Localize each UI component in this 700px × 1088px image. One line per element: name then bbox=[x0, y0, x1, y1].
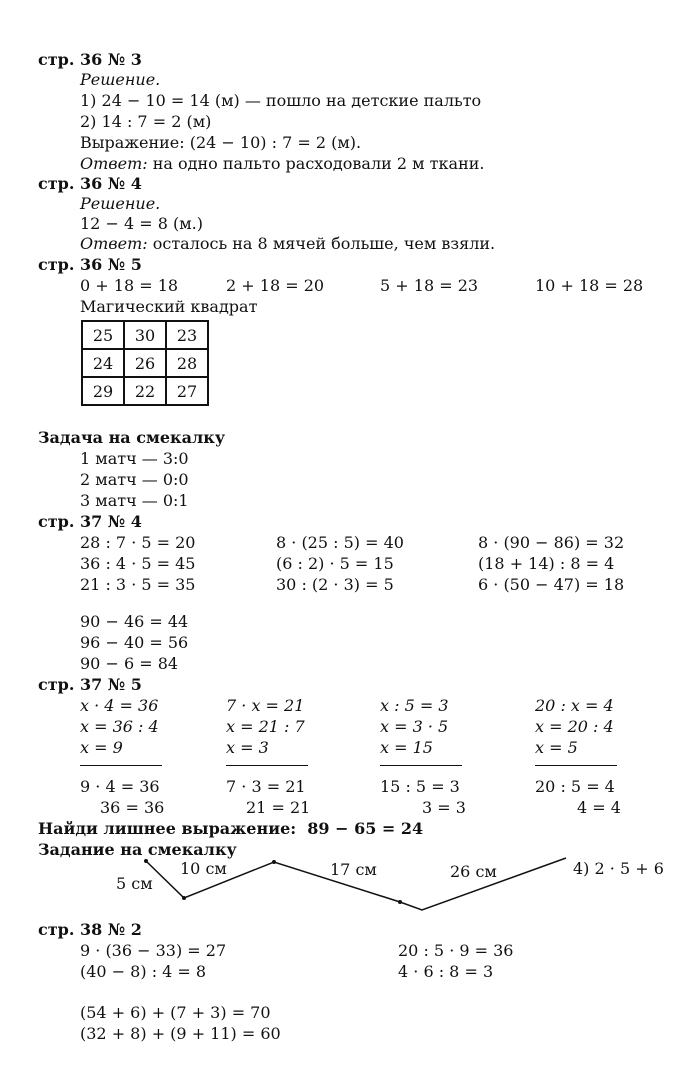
magic-square-cell: 30 bbox=[124, 321, 166, 349]
segment-length-label: 26 см bbox=[450, 862, 497, 881]
odd-expression-label: Найди лишнее выражение: bbox=[38, 819, 297, 838]
odd-expression-line bbox=[38, 819, 423, 839]
solution-line: 12 − 4 = 8 (м.) bbox=[80, 214, 203, 233]
check-line: 21 = 21 bbox=[246, 798, 311, 817]
solution-line: 1) 24 − 10 = 14 (м) — пошло на детские пальто bbox=[80, 91, 482, 110]
magic-square-cell: 25 bbox=[82, 321, 124, 349]
equation: x = 5 bbox=[535, 738, 578, 757]
answer-text: на одно пальто расходовали 2 м ткани. bbox=[147, 154, 485, 173]
equation: x = 15 bbox=[380, 738, 433, 757]
equation: 8 · (25 : 5) = 40 bbox=[276, 533, 404, 552]
check-line: 20 : 5 = 4 bbox=[535, 777, 615, 796]
equation: 20 : x = 4 bbox=[535, 696, 614, 715]
check-line: 3 = 3 bbox=[422, 798, 466, 817]
magic-square-cell: 24 bbox=[82, 349, 124, 377]
equation: (54 + 6) + (7 + 3) = 70 bbox=[80, 1003, 271, 1022]
segment-length-label: 10 см bbox=[180, 859, 227, 878]
equation: 4 · 6 : 8 = 3 bbox=[398, 962, 494, 981]
vertex-point bbox=[398, 900, 402, 904]
equation: 30 : (2 · 3) = 5 bbox=[276, 575, 394, 594]
odd-expression: 89 − 65 = 24 bbox=[307, 819, 424, 838]
magic-square-cell: 28 bbox=[166, 349, 208, 377]
equation: 96 − 40 = 56 bbox=[80, 633, 189, 652]
check-line: 36 = 36 bbox=[100, 798, 165, 817]
segment-length-label: 17 см bbox=[330, 860, 377, 879]
section-header: стр. 37 № 5 bbox=[38, 675, 142, 694]
equation: x = 9 bbox=[80, 738, 123, 757]
equation: 8 · (90 − 86) = 32 bbox=[478, 533, 625, 552]
vertex-point bbox=[272, 860, 276, 864]
equation: 90 − 46 = 44 bbox=[80, 612, 189, 631]
divider bbox=[80, 765, 162, 766]
puzzle-answer: 4) 2 · 5 + 6 bbox=[573, 859, 664, 878]
magic-square-cell: 29 bbox=[82, 377, 124, 405]
solution-label: Решение. bbox=[80, 70, 161, 89]
equation: 28 : 7 · 5 = 20 bbox=[80, 533, 196, 552]
segment-length-label: 5 см bbox=[116, 874, 153, 893]
match-line: 3 матч — 0:1 bbox=[80, 491, 189, 510]
answer-label: Ответ: bbox=[80, 234, 148, 253]
answer-label: Ответ: bbox=[80, 154, 148, 173]
expression-line: Выражение: (24 − 10) : 7 = 2 (м). bbox=[80, 133, 362, 152]
equation: 36 : 4 · 5 = 45 bbox=[80, 554, 196, 573]
section-header: стр. 36 № 3 bbox=[38, 50, 142, 69]
check-line: 4 = 4 bbox=[577, 798, 621, 817]
answer-text: осталось на 8 мячей больше, чем взяли. bbox=[147, 234, 496, 253]
equation: 20 : 5 · 9 = 36 bbox=[398, 941, 514, 960]
match-line: 2 матч — 0:0 bbox=[80, 470, 189, 489]
section-header: стр. 36 № 4 bbox=[38, 174, 142, 193]
equation: x : 5 = 3 bbox=[380, 696, 449, 715]
magic-square bbox=[81, 320, 209, 406]
section-header: Задание на смекалку bbox=[38, 840, 237, 859]
magic-square-title: Магический квадрат bbox=[80, 297, 258, 316]
equation: 9 · (36 − 33) = 27 bbox=[80, 941, 227, 960]
equation: 10 + 18 = 28 bbox=[535, 276, 644, 295]
divider bbox=[535, 765, 617, 766]
equation: x = 3 bbox=[226, 738, 269, 757]
answer-line bbox=[80, 234, 495, 254]
match-line: 1 матч — 3:0 bbox=[80, 449, 189, 468]
section-header: стр. 36 № 5 bbox=[38, 255, 142, 274]
equation: 5 + 18 = 23 bbox=[380, 276, 479, 295]
check-line: 15 : 5 = 3 bbox=[380, 777, 460, 796]
vertex-point bbox=[182, 896, 186, 900]
divider bbox=[226, 765, 308, 766]
equation: (6 : 2) · 5 = 15 bbox=[276, 554, 394, 573]
equation: 0 + 18 = 18 bbox=[80, 276, 179, 295]
broken-line-diagram bbox=[0, 850, 700, 920]
equation: 2 + 18 = 20 bbox=[226, 276, 325, 295]
magic-square-cell: 22 bbox=[124, 377, 166, 405]
equation: x = 36 : 4 bbox=[80, 717, 159, 736]
answer-line bbox=[80, 154, 484, 174]
divider bbox=[380, 765, 462, 766]
equation: (40 − 8) : 4 = 8 bbox=[80, 962, 207, 981]
section-header: стр. 37 № 4 bbox=[38, 512, 142, 531]
section-header: стр. 38 № 2 bbox=[38, 920, 142, 939]
equation: 7 · x = 21 bbox=[226, 696, 305, 715]
equation: 6 · (50 − 47) = 18 bbox=[478, 575, 625, 594]
check-line: 9 · 4 = 36 bbox=[80, 777, 160, 796]
solution-line: 2) 14 : 7 = 2 (м) bbox=[80, 112, 212, 131]
magic-square-cell: 27 bbox=[166, 377, 208, 405]
vertex-point bbox=[144, 859, 148, 863]
equation: x = 21 : 7 bbox=[226, 717, 305, 736]
solution-label: Решение. bbox=[80, 194, 161, 213]
magic-square-cell: 23 bbox=[166, 321, 208, 349]
magic-square-cell: 26 bbox=[124, 349, 166, 377]
equation: x = 20 : 4 bbox=[535, 717, 614, 736]
equation: (18 + 14) : 8 = 4 bbox=[478, 554, 615, 573]
equation: x · 4 = 36 bbox=[80, 696, 159, 715]
check-line: 7 · 3 = 21 bbox=[226, 777, 306, 796]
equation: 90 − 6 = 84 bbox=[80, 654, 179, 673]
section-header: Задача на смекалку bbox=[38, 428, 226, 447]
equation: (32 + 8) + (9 + 11) = 60 bbox=[80, 1024, 281, 1043]
equation: x = 3 · 5 bbox=[380, 717, 449, 736]
equation: 21 : 3 · 5 = 35 bbox=[80, 575, 196, 594]
